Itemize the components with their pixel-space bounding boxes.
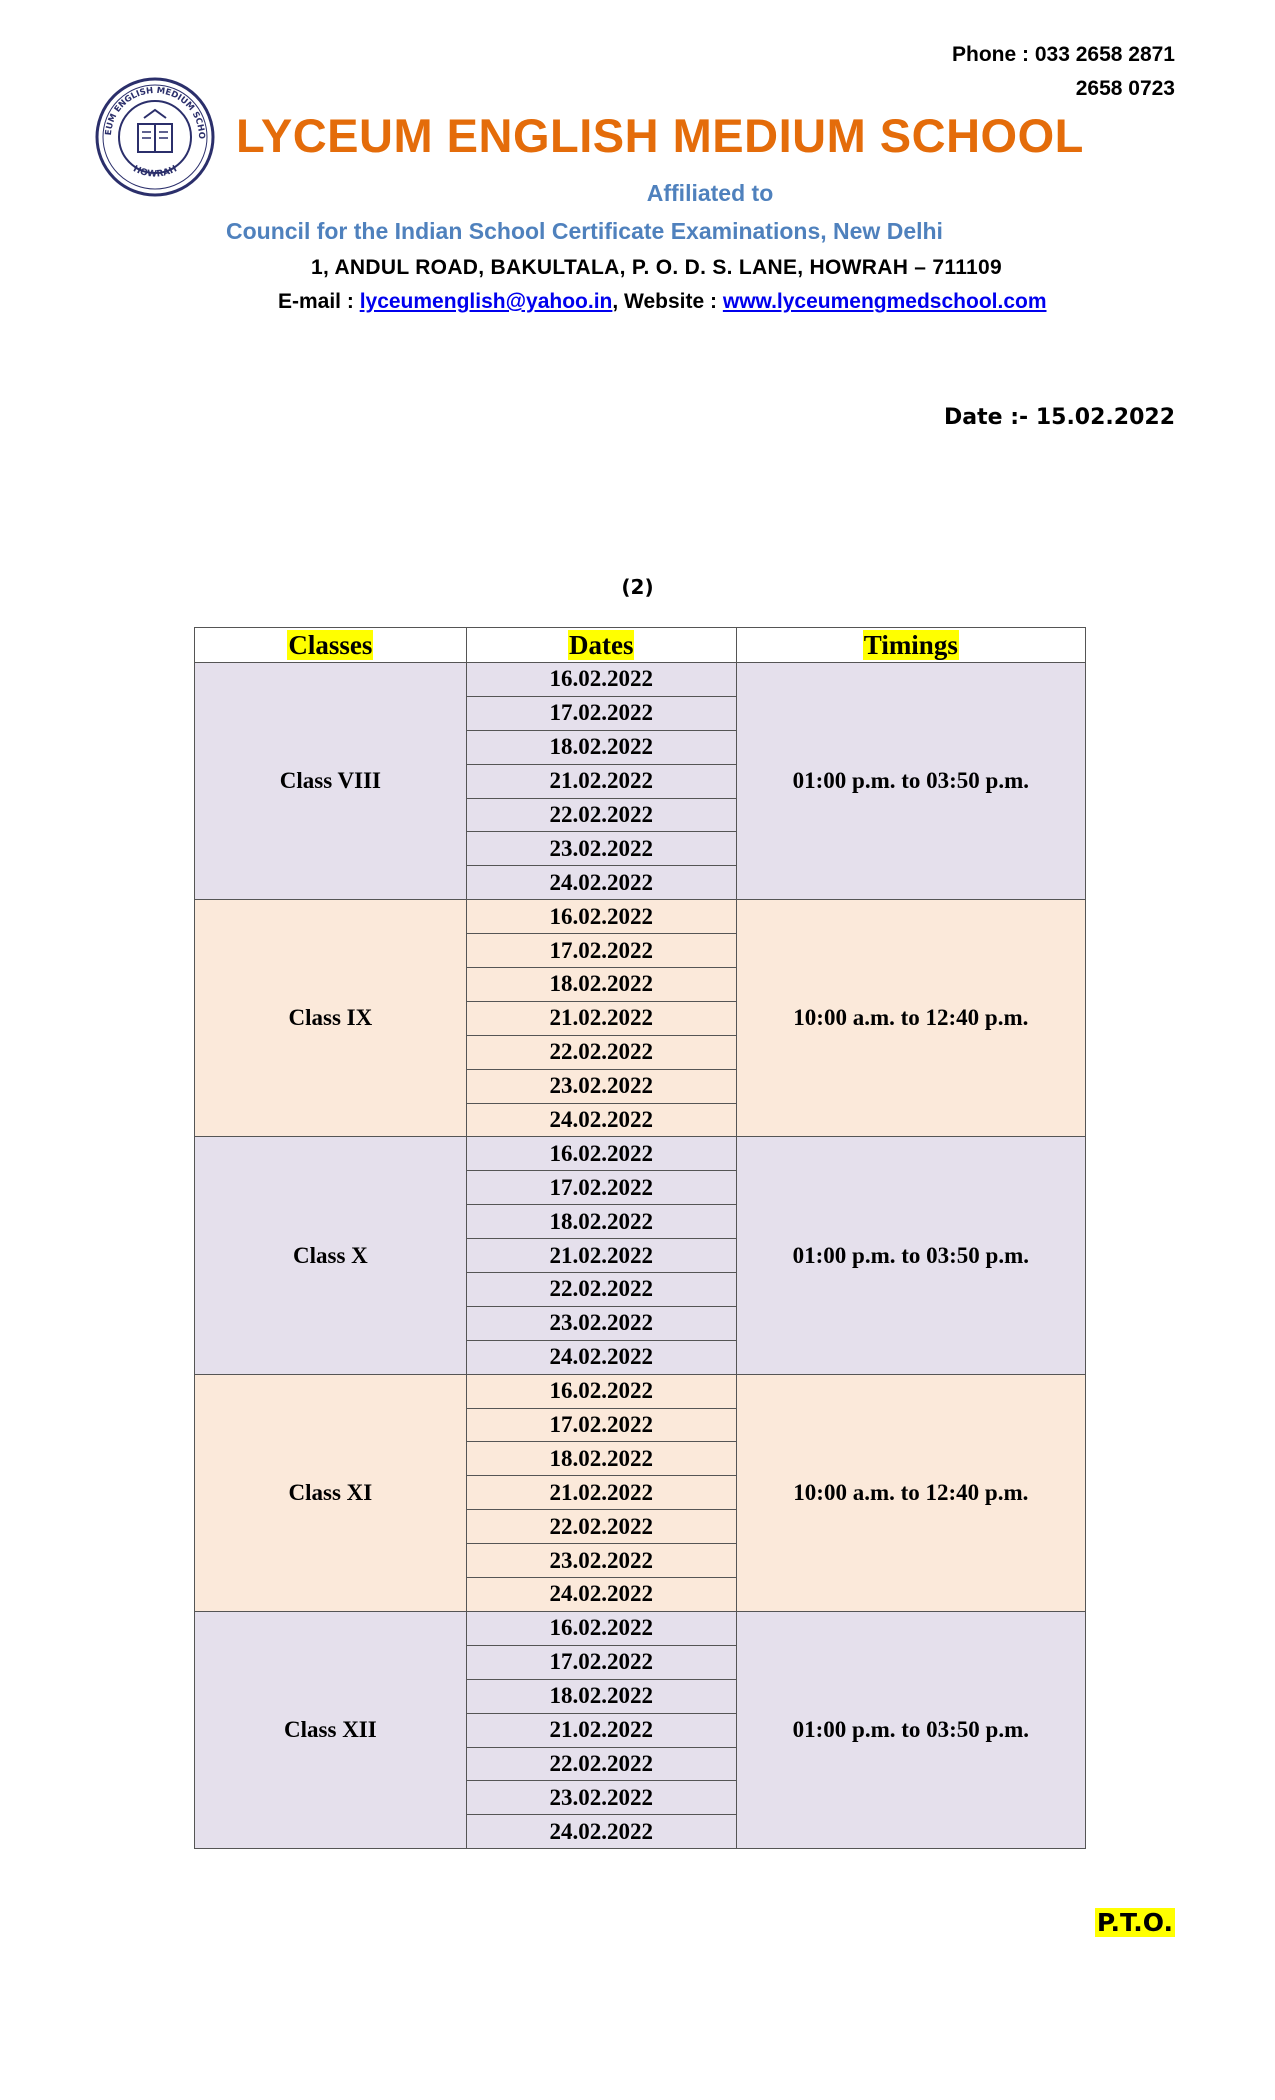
page-number: (2) <box>621 575 654 599</box>
table-header-row <box>195 628 1086 663</box>
address: 1, ANDUL ROAD, BAKULTALA, P. O. D. S. LANE, HOWRAH – 711109 <box>311 256 1002 279</box>
class-cell: Class XI <box>195 1374 467 1611</box>
date-cell: 24.02.2022 <box>466 1815 736 1849</box>
class-cell: Class VIII <box>195 663 467 900</box>
class-cell: Class XII <box>195 1611 467 1848</box>
date-cell: 22.02.2022 <box>466 798 736 832</box>
school-name: LYCEUM ENGLISH MEDIUM SCHOOL <box>236 109 1084 162</box>
date-cell: 22.02.2022 <box>466 1035 736 1069</box>
date-cell: 16.02.2022 <box>466 1374 736 1408</box>
table-row <box>195 1611 1086 1645</box>
header-dates: Dates <box>466 628 736 663</box>
date-cell: 18.02.2022 <box>466 730 736 764</box>
email-link[interactable]: lyceumenglish@yahoo.in <box>359 290 613 313</box>
phone-line-1: Phone : 033 2658 2871 <box>952 43 1175 66</box>
date-cell: 24.02.2022 <box>466 1103 736 1137</box>
date-cell: 18.02.2022 <box>466 1205 736 1239</box>
date-cell: 22.02.2022 <box>466 1747 736 1781</box>
date-cell: 17.02.2022 <box>466 1408 736 1442</box>
timing-cell: 01:00 p.m. to 03:50 p.m. <box>736 1137 1085 1374</box>
date-cell: 23.02.2022 <box>466 1306 736 1340</box>
document-date: Date :- 15.02.2022 <box>944 405 1175 430</box>
timing-cell: 10:00 a.m. to 12:40 p.m. <box>736 1374 1085 1611</box>
class-cell: Class X <box>195 1137 467 1374</box>
date-cell: 17.02.2022 <box>466 696 736 730</box>
timing-cell: 01:00 p.m. to 03:50 p.m. <box>736 663 1085 900</box>
date-cell: 18.02.2022 <box>466 968 736 1002</box>
header-timings: Timings <box>736 628 1085 663</box>
table-row <box>195 1137 1086 1171</box>
date-cell: 21.02.2022 <box>466 1239 736 1273</box>
timing-cell: 10:00 a.m. to 12:40 p.m. <box>736 900 1085 1137</box>
date-cell: 24.02.2022 <box>466 866 736 900</box>
date-cell: 17.02.2022 <box>466 934 736 968</box>
website-label: , Website : <box>612 290 723 313</box>
website-link[interactable]: www.lyceumengmedschool.com <box>722 290 1047 313</box>
date-cell: 21.02.2022 <box>466 1476 736 1510</box>
svg-text:LYCEUM ENGLISH MEDIUM SCHOOL: EUM ENGLISH MEDIUM SCHO <box>103 85 207 140</box>
pto-note: P.T.O. <box>1096 1908 1173 1937</box>
date-cell: 22.02.2022 <box>466 1273 736 1307</box>
table-row <box>195 1374 1086 1408</box>
date-cell: 16.02.2022 <box>466 1611 736 1645</box>
email-label: E-mail : <box>278 290 360 313</box>
date-cell: 24.02.2022 <box>466 1340 736 1374</box>
affiliated-text: Affiliated to <box>646 180 774 206</box>
date-cell: 17.02.2022 <box>466 1171 736 1205</box>
date-cell: 21.02.2022 <box>466 1001 736 1035</box>
date-cell: 18.02.2022 <box>466 1442 736 1476</box>
timing-cell: 01:00 p.m. to 03:50 p.m. <box>736 1611 1085 1848</box>
council-text: Council for the Indian School Certificate Examinations, New Delhi <box>226 218 943 244</box>
svg-text:HOWRAH: HOWRAH <box>131 164 179 180</box>
table-row <box>195 663 1086 697</box>
date-cell: 16.02.2022 <box>466 1137 736 1171</box>
date-cell: 23.02.2022 <box>466 1781 736 1815</box>
contact-line <box>278 290 1047 314</box>
date-cell: 23.02.2022 <box>466 1069 736 1103</box>
table-body <box>195 663 1086 1849</box>
table-row <box>195 900 1086 934</box>
date-cell: 23.02.2022 <box>466 832 736 866</box>
date-cell: 22.02.2022 <box>466 1510 736 1544</box>
date-cell: 17.02.2022 <box>466 1645 736 1679</box>
exam-schedule-table <box>194 627 1086 1849</box>
phone-line-2: 2658 0723 <box>1075 77 1175 100</box>
date-cell: 21.02.2022 <box>466 1713 736 1747</box>
date-cell: 18.02.2022 <box>466 1679 736 1713</box>
class-cell: Class IX <box>195 900 467 1137</box>
date-cell: 16.02.2022 <box>466 900 736 934</box>
header-classes: Classes <box>195 628 467 663</box>
date-cell: 23.02.2022 <box>466 1544 736 1578</box>
date-cell: 21.02.2022 <box>466 764 736 798</box>
date-cell: 16.02.2022 <box>466 663 736 697</box>
date-cell: 24.02.2022 <box>466 1578 736 1612</box>
